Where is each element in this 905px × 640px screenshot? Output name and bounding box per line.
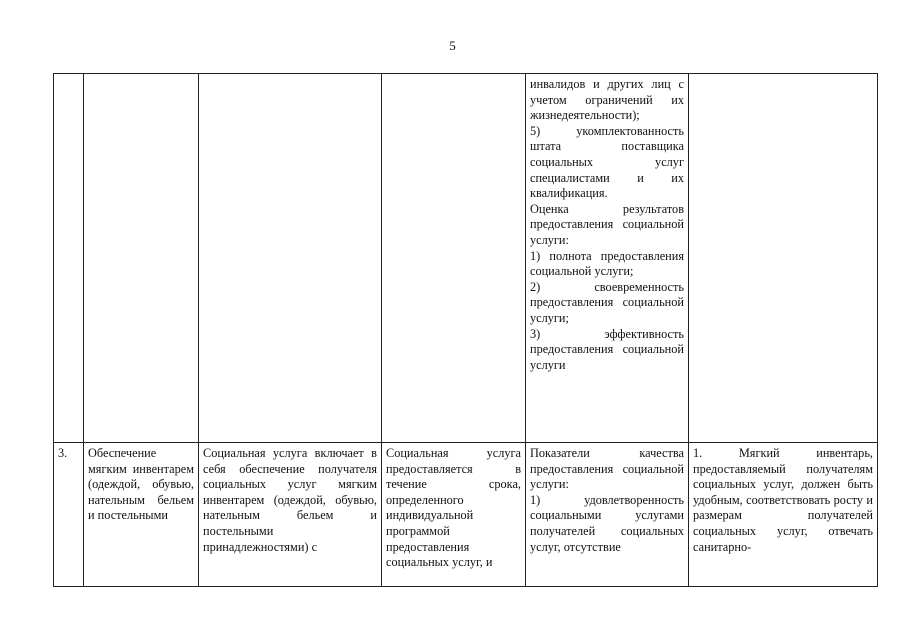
table-cell-terms: Социальная услуга предоставляется в течение срока, определенного индивидуальной программой предоставления социальных услуг, и <box>382 443 526 587</box>
table-cell-number: 3. <box>54 443 84 587</box>
table-cell-description: Социальная услуга включает в себя обеспечение получателя социальных услуг мягким инвентарем (одеждой, обувью, нательным бельем и постельными принадлежностями) с <box>199 443 382 587</box>
table-cell-terms <box>382 74 526 443</box>
table-cell-service-name: Обеспечение мягким инвентарем (одеждой, обувью, нательным бельем и постельными <box>84 443 199 587</box>
page-number: 5 <box>449 38 456 53</box>
table-cell-number <box>54 74 84 443</box>
table-cell-description <box>199 74 382 443</box>
table-row <box>54 443 878 587</box>
table-cell-quality-indicators: Показатели качества предоставления социальной услуги: 1) удовлетворенность социальными услугами получателей социальных услуг, отсутствие <box>526 443 689 587</box>
table-cell-conditions <box>689 74 878 443</box>
table-cell-quality-indicators: инвалидов и других лиц с учетом ограничений их жизнедеятельности); 5) укомплектованность штата поставщика социальных услуг специалистами и их квалификация. Оценка результатов предоставления социальной услуги: 1) полнота предоставления социальной услуги; 2) своевременность предоставления социальной услуги; 3) эффективность предоставления социальной услуги <box>526 74 689 443</box>
services-table <box>53 73 878 587</box>
table-cell-conditions: 1. Мягкий инвентарь, предоставляемый получателям социальных услуг, должен быть удобным, соответствовать росту и размерам получателей социальных услуг, отвечать санитарно- <box>689 443 878 587</box>
table-row <box>54 74 878 443</box>
table-cell-service-name <box>84 74 199 443</box>
